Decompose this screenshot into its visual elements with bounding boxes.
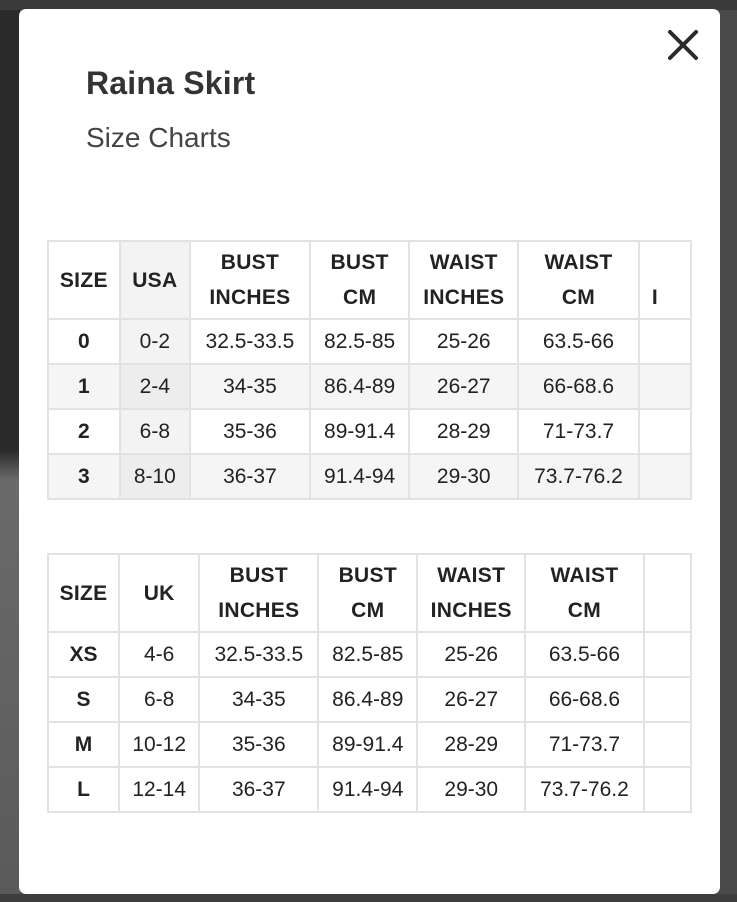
table-header-row xyxy=(48,554,691,632)
table-row xyxy=(48,767,691,812)
usa-size-table-container[interactable] xyxy=(47,240,692,502)
column-header-truncated xyxy=(644,554,691,632)
table-cell xyxy=(639,454,691,499)
table-cell xyxy=(639,409,691,454)
table-cell: 0 xyxy=(48,319,120,364)
table-cell: 63.5-66 xyxy=(518,319,639,364)
modal-subtitle: Size Charts xyxy=(86,122,231,153)
column-header-waist-cm: WAIST CM xyxy=(525,554,643,632)
column-header-bust-cm: BUST CM xyxy=(318,554,417,632)
uk-size-table xyxy=(47,553,692,813)
usa-size-table xyxy=(47,240,692,500)
table-row xyxy=(48,722,691,767)
table-cell: 71-73.7 xyxy=(518,409,639,454)
table-row xyxy=(48,677,691,722)
table-cell: 26-27 xyxy=(409,364,518,409)
table-row xyxy=(48,632,691,677)
table-row xyxy=(48,319,691,364)
table-cell xyxy=(644,722,691,767)
table-cell: 32.5-33.5 xyxy=(199,632,318,677)
table-cell: 28-29 xyxy=(409,409,518,454)
table-cell: 89-91.4 xyxy=(318,722,417,767)
column-header-size: SIZE xyxy=(48,554,119,632)
column-header-waist-inches: WAIST INCHES xyxy=(417,554,525,632)
table-cell: 6-8 xyxy=(120,409,190,454)
table-cell: 25-26 xyxy=(417,632,525,677)
page-background-left xyxy=(0,10,20,902)
table-cell: 82.5-85 xyxy=(318,632,417,677)
close-icon xyxy=(665,27,701,63)
table-cell: 3 xyxy=(48,454,120,499)
column-header-waist-cm: WAIST CM xyxy=(518,241,639,319)
table-cell: 1 xyxy=(48,364,120,409)
table-cell xyxy=(644,677,691,722)
table-row xyxy=(48,364,691,409)
table-cell: 73.7-76.2 xyxy=(525,767,643,812)
table-cell: 34-35 xyxy=(199,677,318,722)
table-cell: 66-68.6 xyxy=(518,364,639,409)
table-cell: 32.5-33.5 xyxy=(190,319,310,364)
column-header-truncated: I xyxy=(639,241,691,319)
table-row xyxy=(48,409,691,454)
table-cell: 82.5-85 xyxy=(310,319,410,364)
table-cell xyxy=(639,319,691,364)
table-cell: 29-30 xyxy=(417,767,525,812)
table-cell: 8-10 xyxy=(120,454,190,499)
table-cell: 66-68.6 xyxy=(525,677,643,722)
modal-title: Raina Skirt xyxy=(86,65,256,101)
page-background-bottom xyxy=(0,894,737,902)
table-cell: 35-36 xyxy=(199,722,318,767)
column-header-bust-inches: BUST INCHES xyxy=(199,554,318,632)
table-row xyxy=(48,454,691,499)
table-cell: 26-27 xyxy=(417,677,525,722)
table-cell: 36-37 xyxy=(190,454,310,499)
table-cell xyxy=(644,632,691,677)
table-cell: 86.4-89 xyxy=(318,677,417,722)
uk-size-table-container[interactable] xyxy=(47,553,692,815)
table-cell: 2 xyxy=(48,409,120,454)
table-cell: 73.7-76.2 xyxy=(518,454,639,499)
table-cell: 71-73.7 xyxy=(525,722,643,767)
column-header-uk: UK xyxy=(119,554,199,632)
table-cell: 63.5-66 xyxy=(525,632,643,677)
close-button[interactable] xyxy=(665,27,701,63)
size-chart-modal xyxy=(19,9,720,894)
column-header-size: SIZE xyxy=(48,241,120,319)
table-header-row xyxy=(48,241,691,319)
table-cell: XS xyxy=(48,632,119,677)
column-header-bust-inches: BUST INCHES xyxy=(190,241,310,319)
table-cell: 91.4-94 xyxy=(318,767,417,812)
table-cell xyxy=(644,767,691,812)
table-cell: 28-29 xyxy=(417,722,525,767)
table-cell xyxy=(639,364,691,409)
table-cell: 0-2 xyxy=(120,319,190,364)
table-cell: 10-12 xyxy=(119,722,199,767)
column-header-waist-inches: WAIST INCHES xyxy=(409,241,518,319)
table-cell: S xyxy=(48,677,119,722)
table-cell: 25-26 xyxy=(409,319,518,364)
table-cell: 35-36 xyxy=(190,409,310,454)
table-cell: L xyxy=(48,767,119,812)
table-cell: 36-37 xyxy=(199,767,318,812)
table-cell: 29-30 xyxy=(409,454,518,499)
column-header-bust-cm: BUST CM xyxy=(310,241,410,319)
table-cell: 4-6 xyxy=(119,632,199,677)
column-header-usa: USA xyxy=(120,241,190,319)
table-cell: 86.4-89 xyxy=(310,364,410,409)
table-cell: 34-35 xyxy=(190,364,310,409)
table-cell: 91.4-94 xyxy=(310,454,410,499)
table-cell: 6-8 xyxy=(119,677,199,722)
table-cell: M xyxy=(48,722,119,767)
table-cell: 89-91.4 xyxy=(310,409,410,454)
table-cell: 2-4 xyxy=(120,364,190,409)
table-cell: 12-14 xyxy=(119,767,199,812)
